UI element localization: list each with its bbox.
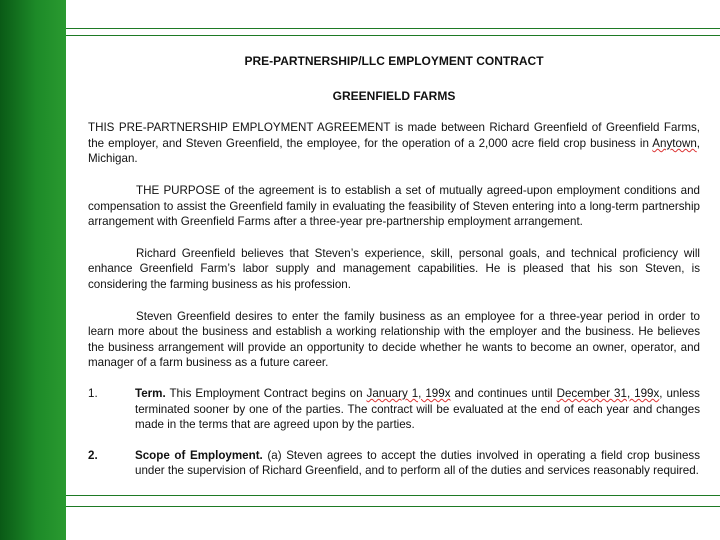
intro-text-end: , Michigan. (88, 136, 700, 166)
term-clause (88, 386, 700, 433)
top-rule (66, 28, 720, 29)
contract-document (88, 40, 700, 480)
document-title: PRE-PARTNERSHIP/LLC EMPLOYMENT CONTRACT (244, 54, 544, 68)
term-start-date: January 1, 199x (366, 386, 451, 400)
document-subtitle: GREENFIELD FARMS (332, 88, 456, 103)
scope-heading: Scope of Employment. (135, 448, 263, 462)
scope-text: (a) Steven agrees to accept the duties involved in operating a field crop business under the supervision of Richard Greenfield, and to perform all of the duties and services reasonably required. (135, 448, 700, 478)
term-heading: Term. (135, 386, 166, 400)
term-text-a: This Employment Contract begins on (165, 386, 367, 400)
bottom-rule-secondary (66, 506, 720, 507)
steven-paragraph: Steven Greenfield desires to enter the family business as an employee for a three-year period in order to learn more about the business and establish a working relationship with the employer and the business. He believes the business arrangement will provide an opportunity to decide whether he wants to become an owner, operator, and manager of a farm business as a future career. (88, 309, 700, 370)
purpose-paragraph: THE PURPOSE of the agreement is to establish a set of mutually agreed-upon employment conditions and compensation to assist the Greenfield family in evaluating the feasibility of Steven entering into a long-term partnership arrangement with Greenfield Farms after a three-year pre-partnership employment arrangement. (88, 183, 700, 229)
bottom-rule (66, 495, 720, 496)
richard-paragraph: Richard Greenfield believes that Steven’s experience, skill, personal goals, and technical proficiency will enhance Greenfield Farm’s labor supply and management capabilities. He is pleased that his son Steven, is considering the farming business as his profession. (88, 246, 700, 291)
term-text-b: and continues until (450, 386, 557, 400)
intro-town: Anytown (652, 136, 697, 150)
scope-number: 2. (88, 448, 98, 462)
term-end-date: December 31, 199x (556, 386, 660, 400)
top-rule-secondary (66, 35, 720, 36)
intro-paragraph (88, 120, 700, 167)
term-number: 1. (88, 386, 98, 400)
term-text-c: , unless terminated sooner by one of the parties. The contract will be evaluated at the end of each year and changes made in the terms that are agreed upon by the parties. (135, 386, 700, 432)
green-sidebar (0, 0, 66, 540)
intro-text: THIS PRE-PARTNERSHIP EMPLOYMENT AGREEMENT is made between Richard Greenfield of Greenfield Farms, the employer, and Steven Greenfield, the employee, for the operation of a 2,000 acre field crop business in (88, 121, 700, 150)
scope-clause (88, 448, 700, 479)
